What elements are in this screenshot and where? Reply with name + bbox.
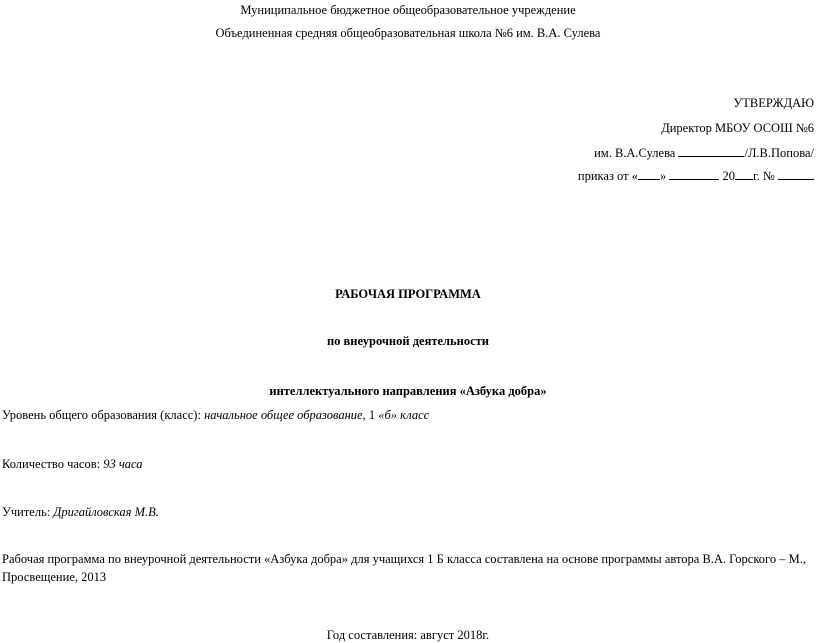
education-level [2,407,429,423]
level-class: «б» класс [378,408,430,422]
order-g: г. № [752,169,775,183]
school-name: Объединенная средняя общеобразовательная школа №6 им. В.А. Сулева [215,26,601,40]
program-subtitle-2: интеллектуального направления «Азбука добра» [269,384,547,398]
school-type: Муниципальное бюджетное общеобразовательное учреждение [240,3,576,17]
order-prefix: приказ от « [577,169,638,183]
hours-label: Количество часов: [2,457,104,471]
signature-blank [678,145,744,157]
approval-name-suffix: /Л.В.Попова/ [744,146,814,160]
order-day-blank [638,168,660,180]
program-description: Рабочая программа по внеурочной деятельности «Азбука добра» для учащихся 1 Б класса составлена на основе программы автора В.А. Горского – М., Просвещение, 2013 [2,552,806,584]
hours [2,456,143,472]
level-label: Уровень общего образования (класс): [2,408,205,422]
order-month-blank [669,168,719,180]
approval-signature [594,145,814,161]
hours-value: 93 часа [103,457,143,471]
approval-title: УТВЕРЖДАЮ [733,96,814,110]
order-number-blank [778,168,814,180]
teacher [2,504,159,520]
level-class-num: 1 [365,408,379,422]
teacher-label: Учитель: [2,505,54,519]
program-title: РАБОЧАЯ ПРОГРАММА [335,287,481,301]
order-mid: » [659,169,667,183]
approval-position: Директор МБОУ ОСОШ №6 [661,121,814,135]
approval-name-prefix: им. В.А.Сулева [594,146,676,160]
order-year-blank [735,168,753,180]
level-value: начальное общее образование, [204,408,366,422]
approval-order [578,168,814,184]
program-subtitle-1: по внеурочной деятельности [326,334,489,348]
order-year: 20 [722,169,735,183]
teacher-value: Дригайловская М.В. [53,505,159,519]
compilation-year: Год составления: август 2018г. [326,628,490,642]
